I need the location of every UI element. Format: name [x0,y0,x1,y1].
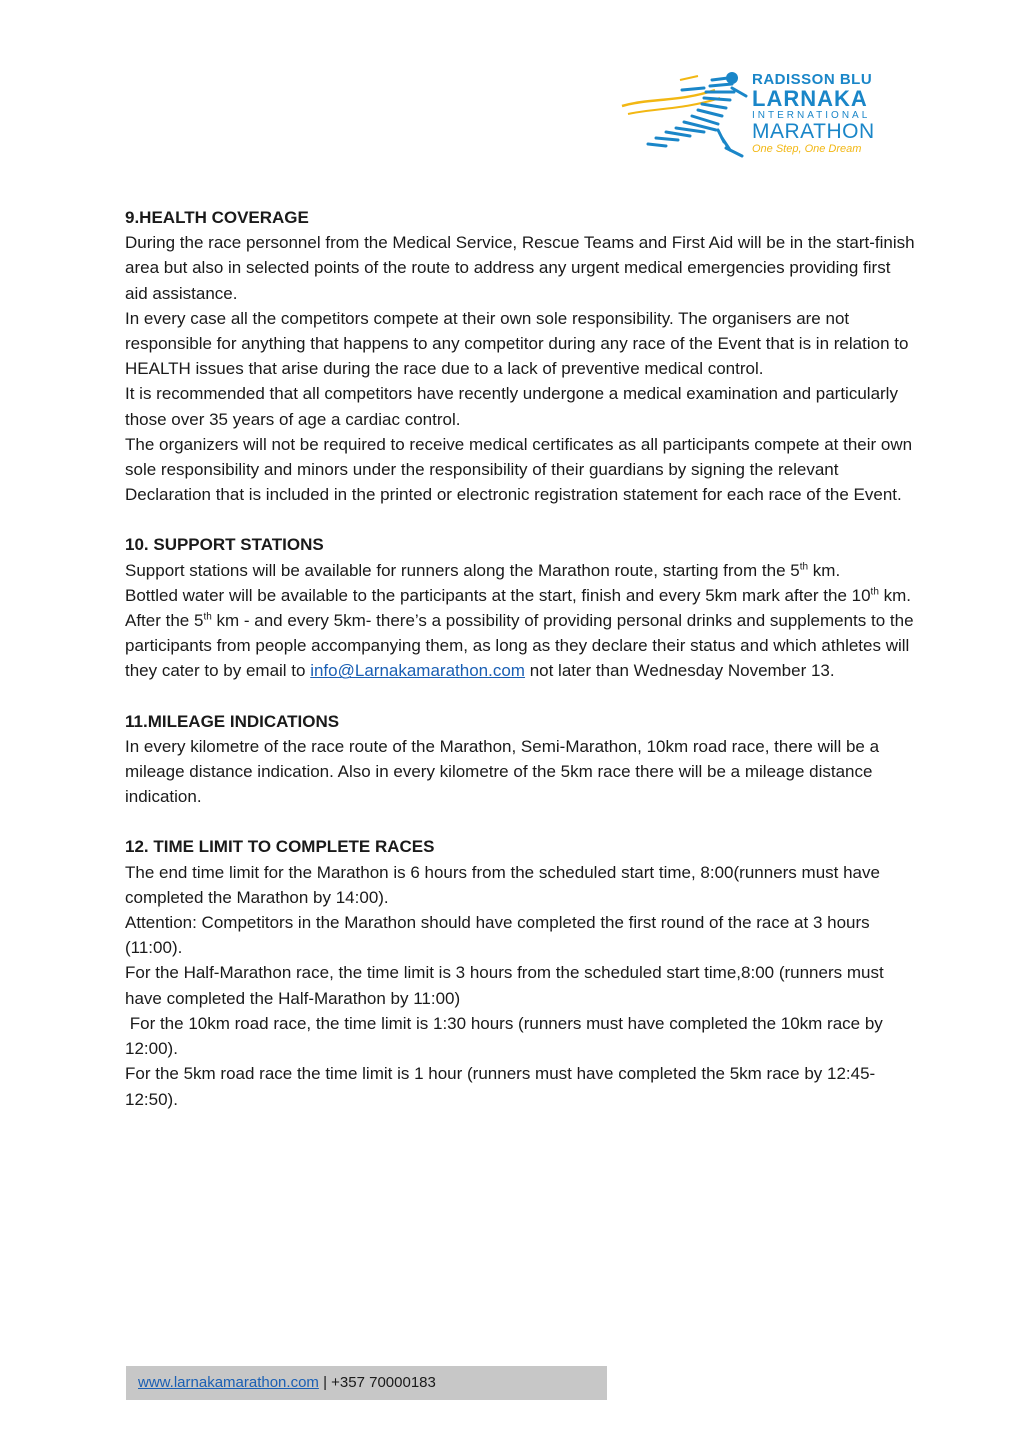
logo-line2: LARNAKA [752,86,868,111]
section-title: 9.HEALTH COVERAGE [125,208,309,227]
superscript: th [203,611,212,623]
paragraph: Attention: Competitors in the Marathon should have completed the first round of the race at 3 hours (11:00). [125,913,870,958]
paragraph: For the Half-Marathon race, the time limit is 3 hours from the scheduled start time,8:00 (runners must have completed the Half-Marathon by 11:00) [125,963,884,1008]
paragraph [125,583,915,608]
paragraph [125,558,915,583]
website-link[interactable]: www.larnakamarathon.com [138,1374,319,1391]
text-run: km. [878,585,911,605]
paragraph: In every kilometre of the race route of the Marathon, Semi-Marathon, 10km road race, there will be a mileage distance indication. Also in every kilometre of the 5km race there will be a mileage distance indication. [125,736,880,807]
logo-line3: INTERNATIONAL [752,110,871,121]
text-run: not later than Wednesday November 13. [524,661,835,681]
paragraph: For the 10km road race, the time limit is 1:30 hours (runners must have completed the 10km race by 12:00). [125,1013,888,1059]
section-mileage-indications [125,709,915,810]
logo-line4: MARATHON [752,120,875,143]
paragraph: The end time limit for the Marathon is 6 hours from the scheduled start time, 8:00(runners must have completed the Marathon by 14:00). [125,862,880,907]
text-run: After the 5 [125,611,204,631]
footer-phone: +357 70000183 [331,1374,436,1391]
footer-bar [126,1366,607,1400]
marathon-logo [620,68,890,164]
paragraph: For the 5km road race the time limit is 1 hour (runners must have completed the 5km race by 12:45-12:50). [125,1064,876,1109]
text-run: km - and every 5km- there’s a possibility of providing personal drinks and supplements to the participants from people accompanying them, as long as they declare their status and which athletes will they cater to by email to [125,611,914,681]
section-title: 10. SUPPORT STATIONS [125,535,324,555]
section-health-coverage [125,205,915,507]
paragraph: During the race personnel from the Medical Service, Rescue Teams and First Aid will be in the start-finish area but also in selected points of the route to address any urgent medical emergencies providing first aid assistance. [125,233,915,303]
text-run: Bottled water will be available to the participants at the start, finish and every 5km mark after the 10 [125,585,871,605]
footer-separator: | [318,1374,332,1391]
section-title: 11.MILEAGE INDICATIONS [125,711,340,731]
text-run: Support stations will be available for runners along the Marathon route, starting from the 5 [125,560,800,580]
superscript: th [799,560,809,572]
email-link[interactable]: info@Larnakamarathon.com [310,661,525,681]
runner-logo-icon [620,68,755,164]
text-run: km. [808,560,841,580]
section-support-stations [125,532,915,683]
paragraph [125,608,915,684]
section-title: 12. TIME LIMIT TO COMPLETE RACES [125,837,435,857]
paragraph: It is recommended that all competitors have recently undergone a medical examination and particularly those over 35 years of age a cardiac control. [125,384,898,429]
paragraph: In every case all the competitors compete at their own sole responsibility. The organisers are not responsible for anything that happens to any competitor during any race of the Event that is in relation to HEALTH issues that arise during the race due to a lack of preventive medical control. [125,308,909,379]
paragraph: The organizers will not be required to receive medical certificates as all participants compete at their own sole responsibility and minors under the responsibility of their guardians by signing the relevant Declaration that is included in the printed or electronic registration statement for each race of the Event. [125,434,913,505]
logo-tagline: One Step, One Dream [752,143,862,155]
section-time-limit [125,834,915,1111]
superscript: th [870,586,879,598]
document-body [125,205,915,1112]
logo-line1: RADISSON BLU [752,71,873,88]
